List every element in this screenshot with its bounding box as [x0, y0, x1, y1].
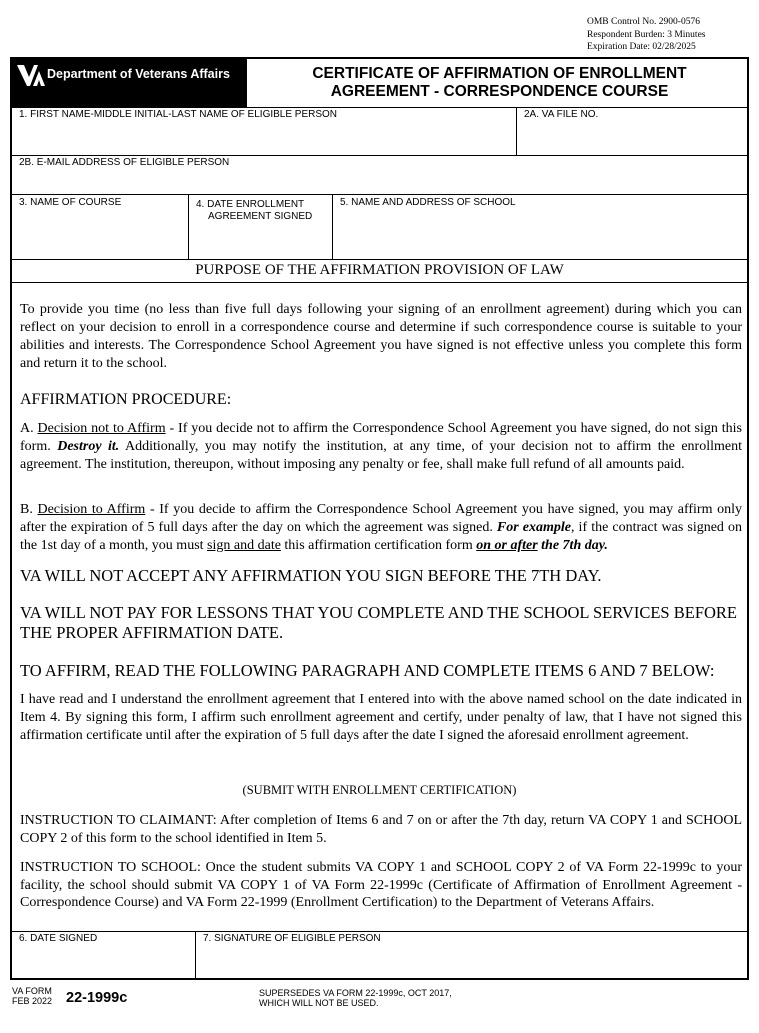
divider [188, 194, 189, 259]
divider [12, 259, 747, 260]
procedure-heading: AFFIRMATION PROCEDURE: [20, 391, 232, 408]
divider [332, 194, 333, 259]
form-title-line2: AGREEMENT - CORRESPONDENCE COURSE [330, 83, 669, 100]
item-a-text2: Additionally, you may notify the institution, at any time, of your decision not to affirm the enrollment agreement. The institution, thereupon, without imposing any penalty or fee, shall make full refund of all amounts paid. [20, 439, 742, 472]
item-b-example: For example [496, 520, 571, 535]
signature-field[interactable] [203, 933, 741, 976]
divider [516, 107, 517, 155]
va-file-number-label: 2A. VA FILE NO. [524, 109, 599, 120]
form-title-line1: CERTIFICATE OF AFFIRMATION OF ENROLLMENT [312, 65, 687, 82]
name-field-label: 1. FIRST NAME-MIDDLE INITIAL-LAST NAME OF ELIGIBLE PERSON [19, 109, 338, 120]
date-signed-label: 6. DATE SIGNED [19, 933, 98, 944]
item-b-text3: this affirmation certification form [280, 538, 477, 553]
submit-note: (SUBMIT WITH ENROLLMENT CERTIFICATION) [242, 783, 517, 797]
item-b-prefix: B. [20, 502, 38, 517]
email-field[interactable] [19, 157, 739, 192]
va-form-label: VA FORM [12, 986, 52, 996]
item-b-text2: , if the contract was signed on the 1st day of a month, you must [20, 520, 743, 553]
form-frame [10, 57, 749, 980]
item-b-text1: - If you decide to affirm the Correspondence School Agreement you have signed, you may affirm only after the expiration of 5 full days after the day on which the agreement was signed. [20, 502, 742, 535]
course-name-label: 3. NAME OF COURSE [19, 197, 122, 208]
item-b-on-or-after: on or after [476, 538, 538, 553]
omb-expiration: Expiration Date: 02/28/2025 [587, 42, 696, 52]
decision-affirm [20, 501, 742, 555]
enrollment-date-field[interactable] [196, 199, 328, 257]
omb-info [587, 16, 705, 54]
item-a-destroy: Destroy it. [57, 439, 120, 454]
school-name-address-field[interactable] [340, 197, 740, 257]
divider [12, 107, 747, 108]
course-name-field[interactable] [19, 197, 184, 257]
divider [195, 931, 196, 978]
warning-7th-day: VA WILL NOT ACCEPT ANY AFFIRMATION YOU SIGN BEFORE THE 7TH DAY. [20, 566, 602, 585]
item-b-title: Decision to Affirm [37, 502, 146, 517]
name-field[interactable] [19, 109, 509, 153]
date-signed-field[interactable] [19, 933, 191, 976]
decision-not-affirm [20, 420, 742, 474]
divider [12, 931, 747, 932]
omb-control: OMB Control No. 2900-0576 [587, 17, 700, 27]
item-b-sign: sign and date [207, 538, 281, 553]
warning-lessons: VA WILL NOT PAY FOR LESSONS THAT YOU COMPLETE AND THE SCHOOL SERVICES BEFORE THE PROPER AFFIRMATION DATE. [20, 603, 737, 642]
form-number: 22-1999c [66, 990, 128, 1006]
department-banner [12, 59, 246, 107]
supersedes-note [259, 988, 452, 1008]
item-a-text1: - If you decide not to affirm the Correspondence School Agreement you have signed, do not sign this form. [20, 421, 742, 454]
affirmation-statement: I have read and I understand the enrollment agreement that I entered into with the above named school on the date indicated in Item 4. By signing this form, I affirm such enrollment agreement and certify, under penalty of law, that I have not signed this affirmation certificate until after the expiration of 5 full days after the date I signed the aforesaid enrollment agreement. [20, 692, 742, 743]
email-field-label: 2B. E-MAIL ADDRESS OF ELIGIBLE PERSON [19, 157, 230, 168]
supersedes-line1: SUPERSEDES VA FORM 22-1999c, OCT 2017, [259, 988, 452, 998]
divider [12, 194, 747, 195]
form-date: FEB 2022 [12, 996, 53, 1006]
purpose-text: To provide you time (no less than five full days following your signing of an enrollment agreement) during which you can reflect on your decision to enroll in a correspondence course and determine if such correspondence course is suitable to your abilities and interests. The Correspondence School Agreement you have signed is not effective unless you complete this form and return it to the school. [20, 302, 742, 371]
affirm-instruction-heading: TO AFFIRM, READ THE FOLLOWING PARAGRAPH AND COMPLETE ITEMS 6 AND 7 BELOW: [20, 661, 715, 680]
purpose-heading: PURPOSE OF THE AFFIRMATION PROVISION OF LAW [195, 262, 564, 278]
form-id-block [12, 986, 52, 1006]
enrollment-date-label-line2: AGREEMENT SIGNED [208, 211, 313, 222]
va-logo-icon [16, 62, 46, 90]
instruction-to-claimant: INSTRUCTION TO CLAIMANT: After completion of Items 6 and 7 on or after the 7th day, return VA COPY 1 and SCHOOL COPY 2 of this form to the school identified in Item 5. [20, 813, 742, 846]
school-name-address-label: 5. NAME AND ADDRESS OF SCHOOL [340, 197, 516, 208]
form-title [252, 65, 747, 101]
divider [12, 282, 747, 283]
item-a-title: Decision not to Affirm [37, 421, 166, 436]
va-file-number-field[interactable] [524, 109, 742, 153]
divider [12, 155, 747, 156]
department-name: Department of Veterans Affairs [47, 67, 230, 81]
instruction-to-school: INSTRUCTION TO SCHOOL: Once the student submits VA COPY 1 and SCHOOL COPY 2 of VA Form 22-1999c to your facility, the school should submit VA COPY 1 of VA Form 22-1999c (Certificate of Affirmation of Enrollment Agreement - Correspondence Course) and VA Form 22-1999 (Enrollment Certification) to the Department of Veterans Affairs. [20, 860, 742, 910]
supersedes-line2: WHICH WILL NOT BE USED. [259, 998, 379, 1008]
item-a-prefix: A. [20, 421, 38, 436]
enrollment-date-label-line1: 4. DATE ENROLLMENT [196, 199, 305, 210]
signature-label: 7. SIGNATURE OF ELIGIBLE PERSON [203, 933, 381, 944]
item-b-7th-day: the 7th day. [537, 538, 608, 553]
divider [246, 59, 247, 107]
omb-burden: Respondent Burden: 3 Minutes [587, 29, 706, 40]
